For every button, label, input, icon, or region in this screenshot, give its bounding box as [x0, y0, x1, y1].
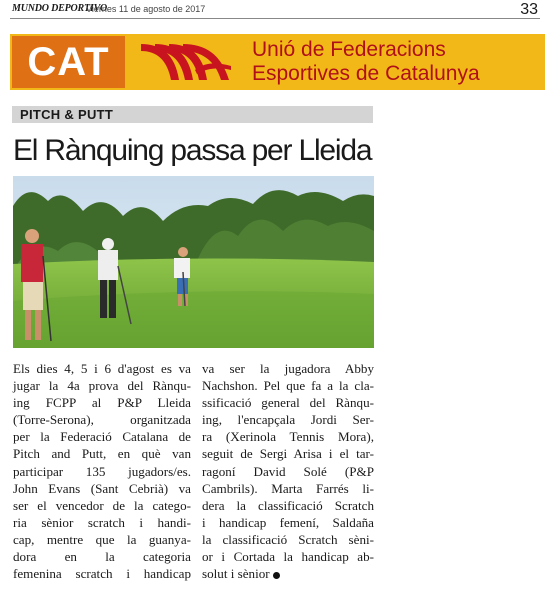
body-line: va ser la jugadora Abby	[202, 361, 374, 376]
section-label-bar	[12, 106, 373, 123]
body-line: participar 135 jugadors/es.	[13, 463, 191, 479]
body-line: ria sènior scratch i handi-	[13, 514, 191, 530]
body-line: jugar la 4a prova del Rànqu-	[13, 378, 191, 394]
ufec-banner	[10, 34, 545, 90]
body-line: ssificació general del Rànqu-	[202, 395, 374, 411]
cat-box	[12, 36, 125, 88]
body-line: (Torre-Serona), organitzada	[13, 412, 191, 428]
body-column-1	[13, 360, 191, 582]
body-line: ra (Xerinola Tennis Mora),	[202, 429, 374, 445]
body-line: ser el vencedor de la catego-	[13, 497, 191, 513]
page-header	[0, 0, 552, 22]
header-rule	[10, 18, 540, 19]
body-line: per la Federació Catalana de	[13, 429, 191, 445]
body-line: femenina scratch i handicap	[13, 566, 191, 582]
page-number: 33	[520, 1, 538, 18]
body-line: la classificació Scratch sèni-	[202, 531, 374, 547]
body-line-last-text: solut i sènior	[202, 566, 270, 582]
body-line: John Evans (Sant Cebrià) va	[13, 480, 191, 496]
body-line: Nachshon. Pel que fa a la cla-	[202, 378, 374, 394]
body-line: Els dies 4, 5 i 6 d'agost es va	[13, 361, 191, 376]
body-line: Pitch and Putt, en què van	[13, 446, 191, 462]
cat-label: CAT	[27, 40, 110, 84]
body-column-2	[202, 360, 374, 582]
end-of-article-bullet-icon	[273, 572, 280, 579]
publication-name: MUNDO DEPORTIVO	[12, 3, 108, 14]
org-name-line2: Esportives de Catalunya	[252, 62, 480, 85]
golf-course-photo	[13, 176, 374, 348]
body-line: cap, mentre que la guanya-	[13, 531, 191, 547]
article-photo	[13, 176, 374, 348]
section-label: PITCH & PUTT	[20, 107, 114, 122]
issue-date: Viernes 11 de agosto de 2017	[86, 4, 206, 14]
body-line: dera la classificació Scratch	[202, 497, 374, 513]
body-line: or i Cortada la handicap ab-	[202, 549, 374, 565]
body-line: ing, l'encapçala Jordi Ser-	[202, 412, 374, 428]
body-line: ing FCPP al P&P Lleida	[13, 395, 191, 411]
body-line: seguit de Sergi Arisa i el tar-	[202, 446, 374, 462]
body-line: i handicap femení, Saldaña	[202, 514, 374, 530]
article-headline: El Rànquing passa per Lleida	[13, 134, 372, 167]
body-line: Cambrils). Marta Farrés li-	[202, 480, 374, 496]
body-line: dora en la categoria	[13, 549, 191, 565]
ufec-logo-icon	[135, 40, 235, 84]
org-name-line1: Unió de Federacions	[252, 38, 446, 61]
body-line: ragoní David Solé (P&P	[202, 463, 374, 479]
body-line-last	[202, 565, 374, 582]
